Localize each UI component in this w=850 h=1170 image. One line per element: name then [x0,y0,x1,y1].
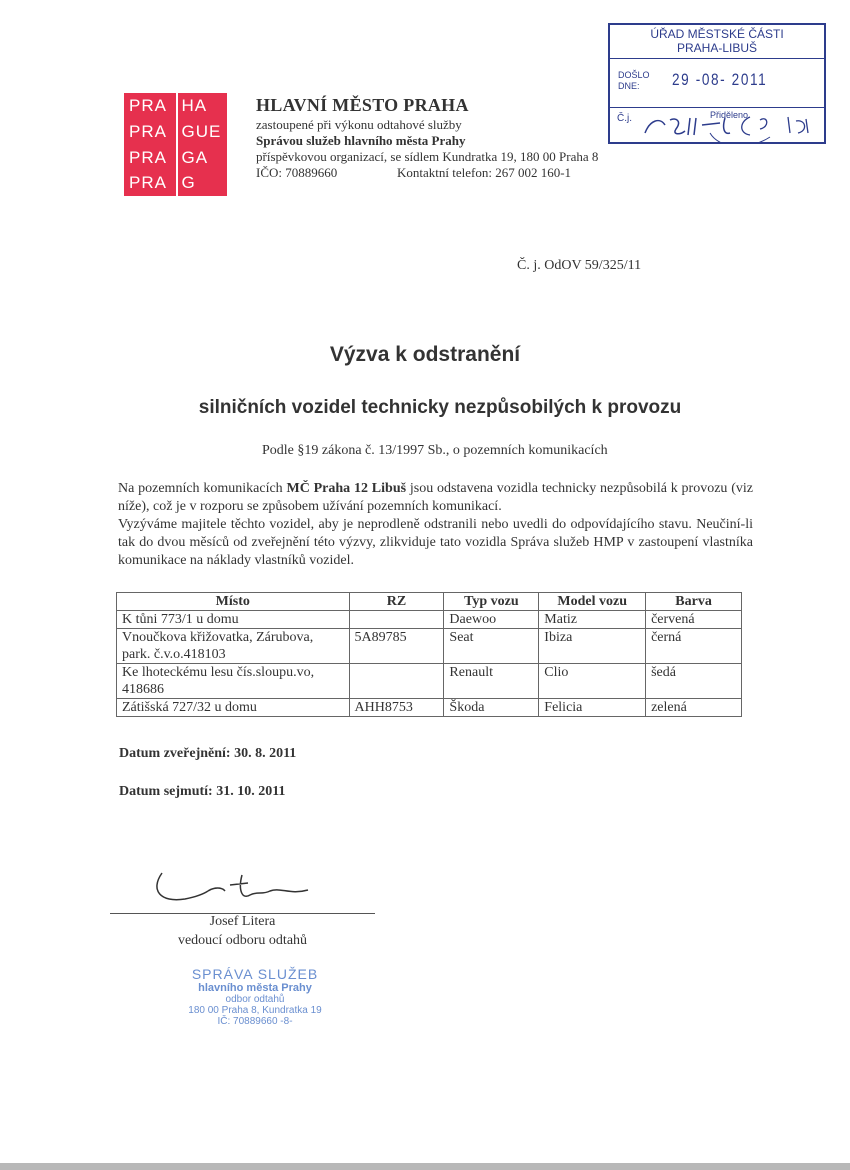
cell-place: Vnoučkova křižovatka, Zárubova, park. č.v.o.418103 [117,629,350,664]
paragraph: Vyzýváme majitele těchto vozidel, aby je neprodleně odstranili nebo uvedli do odpovídajícího stavu. Neučiní-li tak do dvou měsíců od zveřejnění této výzvy, zlikviduje tato vozidla Správa služeb HMP v zastoupení vlastníka komunikace na náklady vlastníků vozidel. [118,517,753,568]
stamp-office-line: ÚŘAD MĚSTSKÉ ČÁSTI [650,27,784,41]
body-text [118,480,753,570]
stamp-date: 29 -08- 2011 [672,70,768,89]
document-title: Výzva k odstranění [329,343,521,366]
column-header: Typ vozu [444,593,539,611]
cell-make: Seat [444,629,539,664]
prague-logo [124,93,227,196]
letterhead-line: Správou služeb hlavního města Prahy [256,133,466,148]
table-row [117,611,742,629]
cell-plate [349,664,444,699]
signer-title: vedoucí odboru odtahů [177,933,308,948]
letterhead-line: zastoupené při výkonu odtahové služby [256,117,462,132]
column-header: RZ [349,593,444,611]
office-stamp [140,966,370,1027]
document-subtitle: silničních vozidel technicky nezpůsobilých k provozu [198,397,682,418]
stamp-assigned-label: Přiděleno [710,110,749,120]
stamp-ref-label: Č.j. [617,113,632,124]
cell-model: Felicia [539,699,646,717]
cell-color: zelená [646,699,742,717]
table-header-row [117,593,742,611]
legal-basis: Podle §19 zákona č. 13/1997 Sb., o pozemních komunikacích [262,443,608,458]
cell-place: Ke lhoteckému lesu čís.sloupu.vo, 418686 [117,664,350,699]
column-header: Místo [117,593,350,611]
cell-plate: AHH8753 [349,699,444,717]
signer-name: Josef Litera [209,914,276,929]
reference-number: Č. j. OdOV 59/325/11 [517,258,642,273]
letterhead-contact: Kontaktní telefon: 267 002 160-1 [397,165,572,180]
cell-make: Renault [444,664,539,699]
logo-text: HA [176,93,228,119]
stamp-line: 180 00 Praha 8, Kundratka 19 [188,1005,322,1016]
stamp-label: DNE: [618,81,640,91]
logo-text: G [176,170,228,196]
removal-date: Datum sejmutí: 31. 10. 2011 [119,784,286,799]
cell-place: Zátišská 727/32 u domu [117,699,350,717]
cell-model: Matiz [539,611,646,629]
cell-model: Clio [539,664,646,699]
stamp-line: SPRÁVA SLUŽEB [191,966,319,982]
stamp-line: hlavního města Prahy [198,982,312,994]
cell-make: Škoda [444,699,539,717]
table-row [117,699,742,717]
logo-text: GUE [176,119,228,145]
cell-model: Ibiza [539,629,646,664]
logo-text: PRA [129,121,167,141]
cell-color: červená [646,611,742,629]
logo-text: PRA [129,173,167,193]
cell-color: černá [646,629,742,664]
vehicle-table [116,592,742,717]
cell-plate [349,611,444,629]
letterhead-address: příspěvkovou organizací, se sídlem Kundratka 19, 180 00 Praha 8 [256,149,599,164]
cell-make: Daewoo [444,611,539,629]
column-header: Model vozu [539,593,646,611]
logo-text: GA [176,145,228,171]
received-stamp [608,23,826,144]
district-name: MČ Praha 12 Libuš [286,481,407,496]
column-header: Barva [646,593,742,611]
stamp-line: IČ: 70889660 -8- [217,1016,293,1027]
table-row [117,629,742,664]
stamp-label: DOŠLO [618,70,650,80]
logo-text: PRA [129,96,167,115]
cell-place: K tůni 773/1 u domu [117,611,350,629]
handwritten-reference [610,25,824,142]
stamp-office-line: PRAHA-LIBUŠ [676,41,758,55]
logo-text: PRA [129,147,167,167]
handwritten-signature [150,865,350,910]
paragraph [118,480,753,516]
publication-date: Datum zveřejnění: 30. 8. 2011 [119,746,297,761]
table-row [117,664,742,699]
text-run: jsou odstavena vozidla technicky nezpůsobilá k provozu (viz níže), což je v rozporu se způsobem užívání pozemních komunikací. [118,481,754,514]
cell-color: šedá [646,664,742,699]
letterhead-ico: IČO: 70889660 [256,165,338,180]
cell-plate: 5A89785 [349,629,444,664]
organization-name: HLAVNÍ MĚSTO PRAHA [256,95,469,115]
stamp-line: odbor odtahů [225,994,285,1005]
text-run: Na pozemních komunikacích [118,481,287,496]
scan-edge [0,1163,850,1170]
